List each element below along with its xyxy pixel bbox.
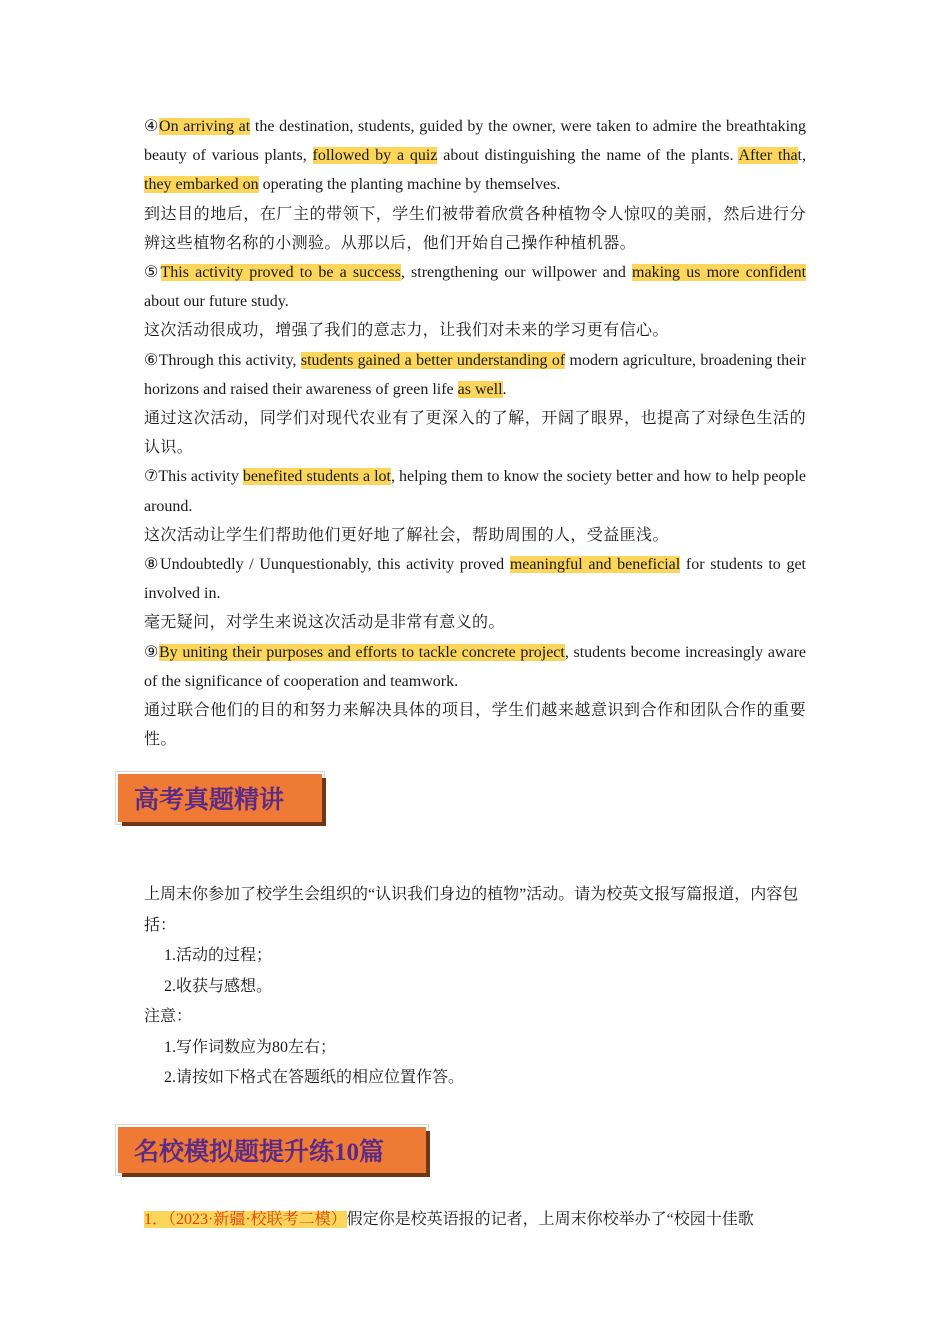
sentence-translation: 通过这次活动，同学们对现代农业有了更深入的了解，开阔了眼界，也提高了对绿色生活的认识。 (144, 410, 806, 457)
task-note-1: 1.写作词数应为80左右； (164, 1038, 337, 1056)
highlighted-phrase: After tha (738, 147, 798, 165)
sentence-text: operating the planting machine by themselves. (258, 176, 561, 194)
sentence-en (144, 462, 806, 520)
highlighted-phrase: benefited students a lot (242, 468, 391, 486)
sentence-en (144, 112, 806, 200)
question-source-tag: 1．（2023·新疆·校联考二模） (144, 1211, 347, 1228)
highlighted-phrase: meaningful and beneficial (509, 556, 681, 574)
highlighted-phrase: students gained a better understanding of (300, 351, 566, 369)
section-title: 高考真题精讲 (134, 787, 285, 814)
highlighted-phrase: By uniting their purposes and efforts to tackle concrete project (159, 643, 565, 661)
highlighted-phrase: making us more confident (632, 264, 807, 282)
sentence-list (144, 112, 806, 754)
task-intro: 上周末你参加了校学生会组织的“认识我们身边的植物”活动。请为校英文报写篇报道，内容包括： (144, 886, 799, 934)
sentence-translation: 毫无疑问，对学生来说这次活动是非常有意义的。 (144, 614, 505, 632)
sentence-number: ⑥ (144, 351, 159, 369)
sentence-number: ⑦ (144, 468, 159, 486)
sentence-translation: 到达目的地后，在厂主的带领下，学生们被带着欣赏各种植物令人惊叹的美丽，然后进行分辨这些植物名称的小测验。从那以后，他们开始自己操作种植机器。 (144, 205, 806, 252)
sentence-text: This activity (158, 468, 243, 486)
section-banner-gaokao (118, 774, 322, 822)
sentence-text: Undoubtedly / Uunquestionably, this activity proved (160, 556, 510, 574)
question-1 (144, 1205, 806, 1235)
sentence-en (144, 638, 806, 696)
sentence-text: , students become increasingly aware of the significance of cooperation and teamwork. (144, 643, 807, 690)
sentence-translation: 通过联合他们的目的和努力来解决具体的项目，学生们越来越意识到合作和团队合作的重要性。 (144, 702, 806, 749)
highlighted-phrase: followed by a quiz (312, 147, 438, 165)
question-text: 假定你是校英语报的记者，上周末你校举办了“校园十佳歌 (346, 1211, 754, 1228)
task-note-2: 2.请按如下格式在答题纸的相应位置作答。 (164, 1069, 465, 1086)
highlighted-phrase: as well (457, 380, 503, 398)
highlighted-phrase: This activity proved to be a success (160, 264, 401, 282)
task-item-2: 2.收获与感想。 (164, 977, 273, 995)
sentence-text: , strengthening our willpower and (400, 264, 633, 282)
sentence-text: modern agriculture, broadening their horizons and raised their awareness of green life (144, 351, 807, 398)
sentence-text: about distinguishing the name of the plants. (437, 147, 739, 165)
section-title: 名校模拟题提升练10篇 (134, 1139, 385, 1166)
sentence-text: the destination, students, guided by the owner, were taken to admire the breathtaking beauty of various plants, (144, 118, 807, 165)
sentence-translation: 这次活动很成功，增强了我们的意志力，让我们对未来的学习更有信心。 (144, 322, 669, 340)
sentence-text: t, (797, 147, 806, 165)
sentence-en (144, 258, 806, 316)
sentence-text: , helping them to know the society better and how to help people around. (144, 468, 807, 515)
sentence-text: for students to get involved in. (144, 556, 807, 603)
sentence-en (144, 550, 806, 608)
sentence-number: ⑧ (144, 556, 161, 574)
task-item-1: 1.活动的过程； (164, 947, 273, 964)
sentence-text: Through this activity, (158, 351, 301, 369)
sentence-en (144, 346, 806, 404)
sentence-number: ⑤ (144, 264, 161, 282)
sentence-number: ⑨ (144, 643, 159, 661)
highlighted-phrase: they embarked on (144, 176, 259, 194)
task-note-label: 注意： (144, 1008, 193, 1025)
section-banner-mock (118, 1127, 426, 1173)
highlighted-phrase: On arriving at (159, 118, 251, 135)
sentence-translation: 这次活动让学生们帮助他们更好地了解社会，帮助周围的人，受益匪浅。 (144, 526, 669, 544)
sentence-number: ④ (144, 118, 160, 135)
writing-task (144, 880, 806, 1094)
sentence-text: . (502, 380, 507, 398)
sentence-text: about our future study. (144, 293, 289, 311)
